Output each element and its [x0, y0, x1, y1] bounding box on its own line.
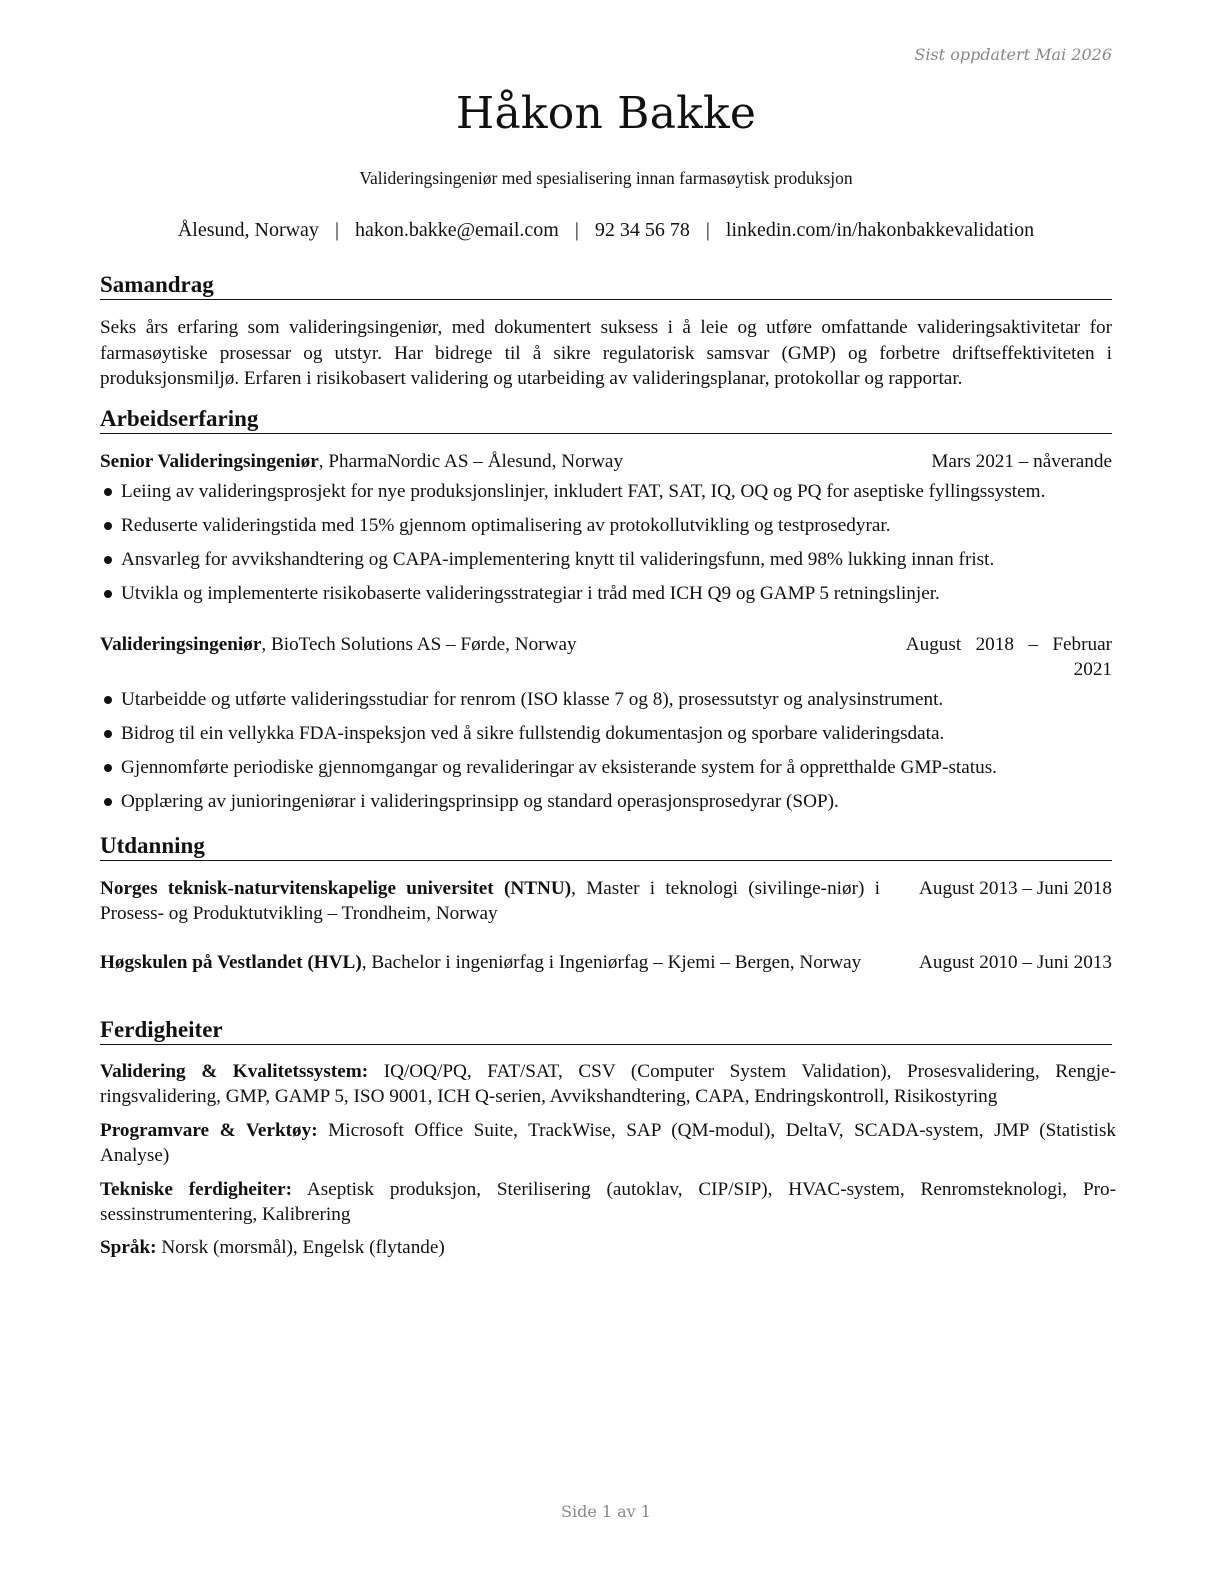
resume-page	[100, 0, 1117, 1584]
contact-linkedin[interactable]: linkedin.com/in/hakonbakkevalidation	[725, 219, 1035, 241]
bullet-icon	[104, 798, 112, 806]
education-entry	[100, 876, 1112, 926]
list-item	[100, 687, 1130, 721]
school-name: Høgskulen på Vestlandet (HVL)	[100, 952, 362, 973]
contact-separator: |	[705, 219, 710, 241]
job-employer: , PharmaNordic AS – Ålesund, Norway	[318, 451, 624, 472]
bullet-text: Utvikla og implementerte risikobaserte valideringsstrategiar i tråd med ICH Q9 og GAMP 5 retningslinjer.	[121, 583, 940, 604]
contact-line	[100, 219, 1112, 242]
job-dates: August 2018 – Februar	[905, 634, 1112, 655]
education-dates: August 2010 – Juni 2013	[919, 952, 1112, 973]
skill-text: Aseptisk produksjon, Sterilisering (autoklav, CIP/SIP), HVAC-system, Renromsteknologi, Pro-sessinstrumentering, Kalibrering	[100, 1179, 1116, 1225]
education-text	[100, 876, 880, 926]
bullet-icon	[104, 764, 112, 772]
experience-heading: Arbeidserfaring	[100, 406, 1112, 434]
education-entry	[100, 950, 1112, 975]
skill-text: IQ/OQ/PQ, FAT/SAT, CSV (Computer System Validation), Prosesvalidering, Rengje-ringsvalidering, GMP, GAMP 5, ISO 9001, ICH Q-serien, Avvikshandtering, CAPA, Endringskontroll, Risikostyring	[100, 1061, 1116, 1107]
skill-entry	[100, 1059, 1116, 1109]
education-text	[100, 950, 880, 975]
degree: , Bachelor i ingeniørfag i Ingeniørfag – Kjemi – Bergen, Norway	[361, 952, 862, 973]
contact-email[interactable]: hakon.bakke@email.com	[354, 219, 559, 241]
bullet-text: Reduserte valideringstida med 15% gjennom optimalisering av protokollutvikling og testprosedyrar.	[121, 515, 891, 536]
summary-text: Seks års erfaring som valideringsingeniør, med dokumentert suksess i å leie og utføre omfattande valideringsaktivitetar for farmasøytiske prosessar og utstyr. Har bidrege til å sikre regulatorisk samsvar (GMP) og forbetre driftseffektiviteten i produksjonsmiljø. Erfaren i risikobasert validering og utarbeiding av valideringsplanar, protokollar og rapportar.	[100, 317, 1112, 389]
list-item	[100, 479, 1130, 513]
education-heading: Utdanning	[100, 833, 1112, 861]
job-title-line	[100, 449, 623, 474]
degree: , Master i teknologi (sivilinge-niør) i Prosess- og Produktutvikling – Trondheim, Norway	[100, 878, 880, 924]
tagline: Valideringsingeniør med spesialisering innan farmasøytisk produksjon	[359, 168, 853, 188]
contact-location: Ålesund, Norway	[177, 219, 319, 241]
skill-text: Norsk (morsmål), Engelsk (flytande)	[156, 1237, 445, 1258]
job-title-line	[100, 632, 577, 657]
contact-separator: |	[574, 219, 579, 241]
bullet-icon	[104, 488, 112, 496]
page-number: Side 1 av 1	[561, 1502, 651, 1521]
skill-label: Språk:	[100, 1237, 157, 1258]
bullet-icon	[104, 590, 112, 598]
skill-entry	[100, 1235, 1116, 1260]
bullet-icon	[104, 556, 112, 564]
summary-heading: Samandrag	[100, 272, 1112, 300]
candidate-name: Håkon Bakke	[455, 88, 757, 139]
job-title: Valideringsingeniør	[100, 634, 262, 655]
list-item	[100, 513, 1130, 547]
contact-separator: |	[334, 219, 339, 241]
bullet-text: Utarbeidde og utførte valideringsstudiar for renrom (ISO klasse 7 og 8), prosessutstyr og analysinstrument.	[121, 689, 944, 710]
education-dates: August 2013 – Juni 2018	[919, 878, 1112, 899]
bullet-text: Opplæring av junioringeniørar i valideringsprinsipp og standard operasjonsprosedyrar (SOP).	[121, 791, 839, 812]
skill-label: Validering & Kvalitetssystem:	[100, 1061, 369, 1082]
skill-entry	[100, 1118, 1116, 1168]
skill-text: Microsoft Office Suite, TrackWise, SAP (QM-modul), DeltaV, SCADA-system, JMP (Statistisk Analyse)	[100, 1120, 1117, 1166]
list-item	[100, 721, 1130, 755]
bullet-text: Bidrog til ein vellykka FDA-inspeksjon ved å sikre fullstendig dokumentasjon og sporbare valideringsdata.	[121, 723, 945, 744]
last-updated: Sist oppdatert Mai 2026	[914, 45, 1112, 64]
list-item	[100, 789, 1130, 823]
bullet-text: Ansvarleg for avvikshandtering og CAPA-implementering knytt til valideringsfunn, med 98% lukking innan frist.	[121, 549, 995, 570]
skill-label: Tekniske ferdigheiter:	[100, 1179, 293, 1200]
bullet-text: Gjennomførte periodiske gjennomgangar og revalideringar av eksisterande system for å oppretthalde GMP-status.	[121, 757, 997, 778]
job-bullets	[100, 687, 1130, 823]
contact-phone: 92 34 56 78	[594, 219, 690, 241]
list-item	[100, 547, 1130, 581]
job-dates: Mars 2021 – nåverande	[931, 451, 1112, 472]
bullet-icon	[104, 522, 112, 530]
job-bullets	[100, 479, 1130, 615]
bullet-text: Leiing av valideringsprosjekt for nye produksjonslinjer, inkludert FAT, SAT, IQ, OQ og PQ for aseptiske fyllingssystem.	[121, 481, 1046, 502]
list-item	[100, 581, 1130, 615]
job-dates-year: 2021	[1073, 659, 1112, 680]
skill-entry	[100, 1177, 1116, 1227]
job-employer: , BioTech Solutions AS – Førde, Norway	[261, 634, 577, 655]
bullet-icon	[104, 696, 112, 704]
skills-heading: Ferdigheiter	[100, 1017, 1112, 1045]
list-item	[100, 755, 1130, 789]
bullet-icon	[104, 730, 112, 738]
job-title: Senior Valideringsingeniør	[100, 451, 319, 472]
school-name: Norges teknisk-naturvitenskapelige universitet (NTNU)	[100, 878, 572, 899]
skill-label: Programvare & Verktøy:	[100, 1120, 318, 1141]
